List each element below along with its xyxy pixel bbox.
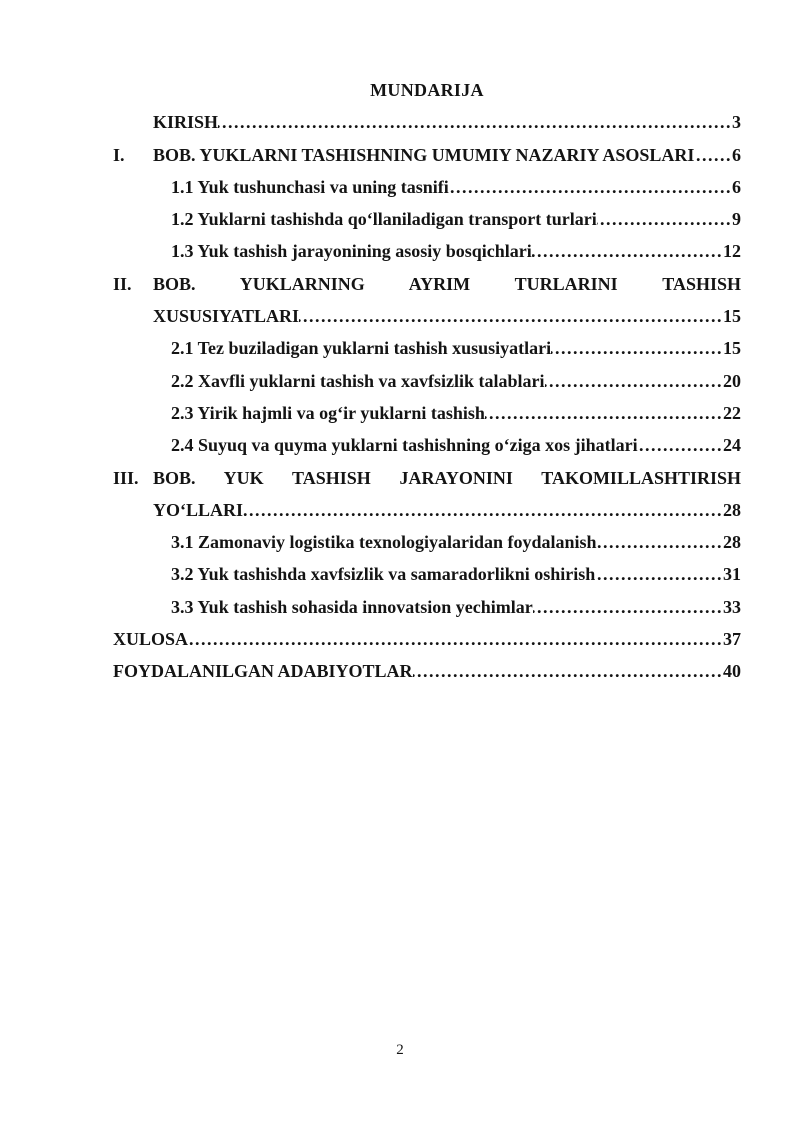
toc-entry-chapter-1 [113, 139, 741, 171]
toc-entry-label: BOB. YUKLARNI TASHISHNING UMUMIY NAZARIY ASOSLARI [153, 144, 695, 165]
toc-page-number: 15 [723, 338, 741, 359]
toc-entry-label: 2.1 Tez buziladigan yuklarni tashish xususiyatlari [171, 338, 552, 359]
toc-entry-label: 2.4 Suyuq va quyma yuklarni tashishning o‘ziga xos jihatlari [171, 435, 638, 456]
toc-entry-label: 3.3 Yuk tashish sohasida innovatsion yechimlar [171, 596, 533, 617]
toc-page-number: 6 [732, 176, 741, 197]
toc-page-number: 20 [723, 370, 741, 391]
toc-page-number: 6 [732, 144, 741, 165]
dot-leader [485, 397, 723, 429]
chapter-numeral: II. [113, 273, 132, 294]
toc-page-number: 40 [723, 661, 741, 682]
dot-leader [188, 623, 723, 655]
toc-entry-chapter-3 [113, 462, 741, 494]
toc-entry-1-1 [113, 171, 741, 203]
toc-entry-label: 1.3 Yuk tashish jarayonining asosiy bosqichlari [171, 241, 532, 262]
toc-page-number: 28 [723, 532, 741, 553]
toc-page-number: 3 [732, 112, 741, 133]
toc-entry-label: BOB. YUKLARNING AYRIM TURLARINI TASHISH [153, 273, 741, 294]
dot-leader [243, 494, 723, 526]
toc-page-number: 24 [723, 435, 741, 456]
toc-entry-chapter-3-continuation [113, 494, 741, 526]
toc-entry-3-2 [113, 558, 741, 590]
chapter-numeral: I. [113, 144, 125, 165]
dot-leader [638, 429, 723, 461]
chapter-numeral: III. [113, 467, 139, 488]
dot-leader [299, 300, 723, 332]
toc-entry-3-3 [113, 591, 741, 623]
toc-entry-label: 3.1 Zamonaviy logistika texnologiyalaridan foydalanish [171, 532, 597, 553]
toc-entry-label: 1.2 Yuklarni tashishda qo‘llaniladigan transport turlari [171, 209, 597, 230]
toc-entry-label: YO‘LLARI [153, 499, 244, 520]
toc-entry-2-1 [113, 332, 741, 364]
dot-leader [597, 203, 732, 235]
toc-page-number: 28 [723, 499, 741, 520]
dot-leader [595, 558, 723, 590]
dot-leader [694, 139, 732, 171]
dot-leader [533, 591, 723, 623]
toc-entry-label: XULOSA [113, 629, 189, 650]
toc-entry-1-3 [113, 235, 741, 267]
toc-entry-chapter-2-continuation [113, 300, 741, 332]
toc-entry-xulosa [113, 623, 741, 655]
toc-entry-2-3 [113, 397, 741, 429]
toc-entry-label: KIRISH [153, 112, 219, 133]
toc-entry-2-2 [113, 365, 741, 397]
toc-entry-1-2 [113, 203, 741, 235]
toc-entry-2-4 [113, 429, 741, 461]
toc-entry-label: XUSUSIYATLARI [153, 306, 300, 327]
document-heading: MUNDARIJA [370, 80, 484, 100]
dot-leader [597, 526, 723, 558]
dot-leader [551, 332, 723, 364]
toc-page-number: 9 [732, 209, 741, 230]
toc-page-number: 31 [723, 564, 741, 585]
toc-entry-label: 2.2 Xavfli yuklarni tashish va xavfsizlik talablari [171, 370, 545, 391]
toc-page-number: 33 [723, 596, 741, 617]
table-of-contents [113, 74, 741, 688]
toc-entry-chapter-2 [113, 268, 741, 300]
toc-entry-3-1 [113, 526, 741, 558]
toc-entry-adabiyotlar [113, 655, 741, 687]
toc-entry-kirish [113, 106, 741, 138]
toc-page-number: 37 [723, 629, 741, 650]
toc-entry-label: 1.1 Yuk tushunchasi va uning tasnifi [171, 176, 449, 197]
dot-leader [449, 171, 732, 203]
toc-entry-label: 2.3 Yirik hajmli va og‘ir yuklarni tashish [171, 402, 485, 423]
dot-leader [545, 365, 723, 397]
toc-entry-label: BOB. YUK TASHISH JARAYONINI TAKOMILLASHTIRISH [153, 467, 741, 488]
toc-entry-label: 3.2 Yuk tashishda xavfsizlik va samaradorlikni oshirish [171, 564, 596, 585]
toc-page-number: 12 [723, 241, 741, 262]
dot-leader [413, 655, 723, 687]
page-number: 2 [396, 1042, 404, 1058]
toc-entry-label: FOYDALANILGAN ADABIYOTLAR [113, 661, 413, 682]
toc-page-number: 15 [723, 306, 741, 327]
toc-page-number: 22 [723, 402, 741, 423]
dot-leader [218, 106, 732, 138]
dot-leader [532, 235, 723, 267]
